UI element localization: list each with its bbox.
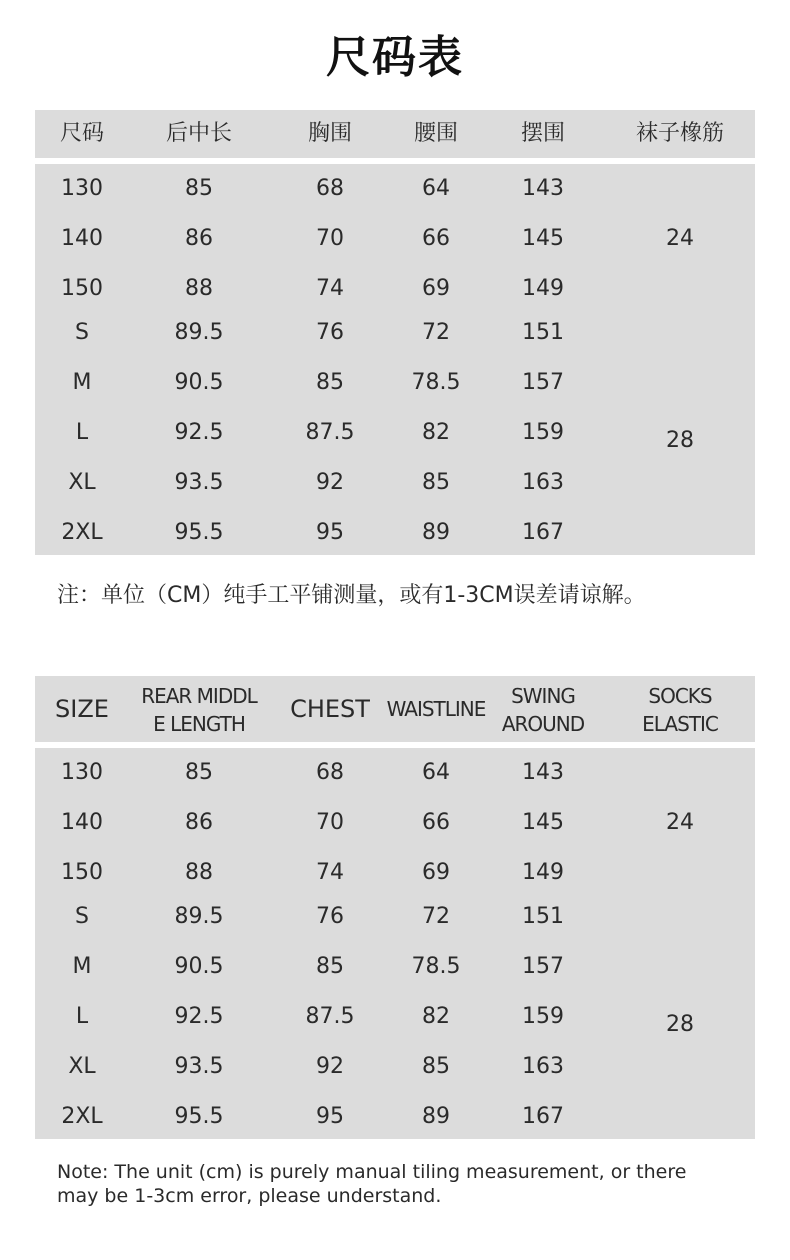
table_cn-adult-cell: 159 (522, 420, 564, 445)
table_cn-adult-cell: 157 (522, 370, 564, 395)
table_cn-kids-elastic: 24 (666, 226, 694, 251)
table_en-adult-cell: 76 (316, 904, 344, 929)
table_en-adult-cell: 95.5 (174, 1104, 224, 1129)
table_en-kids-cell: 86 (185, 810, 213, 835)
table_en-adult-cell: XL (68, 1054, 96, 1079)
table_cn-adult-cell: 95.5 (174, 520, 224, 545)
table_cn-kids-cell: 68 (316, 176, 344, 201)
table_en-kids-elastic: 24 (666, 810, 694, 835)
table_en-header-0: SIZE (55, 695, 109, 723)
table_en-adult-cell: 89.5 (174, 904, 224, 929)
table_cn-kids-cell: 150 (61, 276, 103, 301)
table_cn-adult-elastic: 28 (666, 428, 694, 453)
table_en-adult-cell: 87.5 (305, 1004, 355, 1029)
table_cn-header-3: 腰围 (413, 121, 459, 146)
table_cn-header-5: 袜子橡筋 (635, 121, 725, 146)
table_cn-adult-cell: 72 (422, 320, 450, 345)
table_en-kids-cell: 88 (185, 860, 213, 885)
table_en-adult-cell: 72 (422, 904, 450, 929)
table_en-adult-cell: L (75, 1004, 89, 1029)
table_en-header-4: SWING AROUND (501, 684, 585, 736)
table_cn-adult-cell: 82 (422, 420, 450, 445)
table_en-header-5: SOCKS ELASTIC (642, 684, 718, 736)
table_cn-adult-cell: 78.5 (411, 370, 461, 395)
table_en-header-1: REAR MIDDL E LENGTH (141, 684, 257, 736)
table_en-kids-cell: 66 (422, 810, 450, 835)
table_en-kids-cell: 149 (522, 860, 564, 885)
table_cn-adult-cell: 92.5 (174, 420, 224, 445)
table_cn-kids-cell: 86 (185, 226, 213, 251)
table_en-adult-elastic: 28 (666, 1012, 694, 1037)
table_cn-adult-cell: 2XL (61, 520, 103, 545)
table_cn-adult-cell: XL (68, 470, 96, 495)
table_cn-adult-cell: 90.5 (174, 370, 224, 395)
note-english: Note: The unit (cm) is purely manual tiling measurement, or there may be 1-3cm error, please understand. (57, 1161, 687, 1207)
table_en-kids-cell: 143 (522, 760, 564, 785)
table_en-header-3: WAISTLINE (386, 697, 486, 721)
table_en-adult-cell: M (72, 954, 92, 979)
table_en-adult-cell: 90.5 (174, 954, 224, 979)
table_cn-header-4: 摆围 (520, 121, 566, 146)
table_cn-kids-cell: 140 (61, 226, 103, 251)
table_cn-kids-cell: 145 (522, 226, 564, 251)
table_cn-adult-cell: 92 (316, 470, 344, 495)
table_cn-adult-cell: 89 (422, 520, 450, 545)
table_cn-adult-cell: S (75, 320, 89, 345)
table_cn-kids-cell: 149 (522, 276, 564, 301)
table_en-adult-cell: 95 (316, 1104, 344, 1129)
table_cn-kids-cell: 70 (316, 226, 344, 251)
table_en-kids-cell: 150 (61, 860, 103, 885)
table_cn-adult-cell: 167 (522, 520, 564, 545)
table_en-adult-cell: 82 (422, 1004, 450, 1029)
table_cn-adult-cell: 95 (316, 520, 344, 545)
table_en-kids-cell: 74 (316, 860, 344, 885)
table_en-adult-cell: 78.5 (411, 954, 461, 979)
table_cn-adult-cell: 76 (316, 320, 344, 345)
table_cn-adult-cell: 93.5 (174, 470, 224, 495)
table_en-adult-cell: 85 (422, 1054, 450, 1079)
table_en-kids-cell: 145 (522, 810, 564, 835)
table_en-kids-block (35, 748, 755, 900)
table_en-adult-block (35, 895, 755, 1139)
table_cn-adult-cell: 89.5 (174, 320, 224, 345)
table_en-kids-cell: 64 (422, 760, 450, 785)
table_en-kids-cell: 130 (61, 760, 103, 785)
table_en-adult-cell: S (75, 904, 89, 929)
table_en-adult-cell: 85 (316, 954, 344, 979)
table_cn-header-2: 胸围 (307, 121, 353, 146)
table_en-adult-cell: 92.5 (174, 1004, 224, 1029)
table_cn-kids-cell: 88 (185, 276, 213, 301)
table_en-adult-cell: 163 (522, 1054, 564, 1079)
table_cn-kids-cell: 64 (422, 176, 450, 201)
table_en-kids-cell: 68 (316, 760, 344, 785)
table_cn-adult-cell: M (72, 370, 92, 395)
table_cn-adult-cell: 163 (522, 470, 564, 495)
table_cn-adult-cell: 85 (316, 370, 344, 395)
table_cn-kids-cell: 130 (61, 176, 103, 201)
table_cn-adult-cell: L (75, 420, 89, 445)
table_cn-kids-cell: 85 (185, 176, 213, 201)
table_en-adult-cell: 92 (316, 1054, 344, 1079)
table_cn-adult-block (35, 311, 755, 555)
table_cn-adult-cell: 151 (522, 320, 564, 345)
table_cn-kids-cell: 74 (316, 276, 344, 301)
table_en-kids-cell: 85 (185, 760, 213, 785)
table_cn-kids-cell: 143 (522, 176, 564, 201)
table_en-adult-cell: 89 (422, 1104, 450, 1129)
table_en-adult-cell: 157 (522, 954, 564, 979)
table_en-kids-cell: 140 (61, 810, 103, 835)
table_en-adult-cell: 93.5 (174, 1054, 224, 1079)
table_en-header-2: CHEST (290, 695, 370, 723)
table_en-adult-cell: 151 (522, 904, 564, 929)
table_cn-kids-cell: 66 (422, 226, 450, 251)
table_cn-kids-block (35, 164, 755, 316)
table_en-adult-cell: 2XL (61, 1104, 103, 1129)
table_en-kids-cell: 69 (422, 860, 450, 885)
table_cn-kids-cell: 69 (422, 276, 450, 301)
table_en-adult-cell: 159 (522, 1004, 564, 1029)
table_cn-header-1: 后中长 (165, 121, 233, 146)
table_cn-adult-cell: 87.5 (305, 420, 355, 445)
table_en-adult-cell: 167 (522, 1104, 564, 1129)
table_en-kids-cell: 70 (316, 810, 344, 835)
table_cn-header-0: 尺码 (59, 121, 105, 146)
note-chinese: 注：单位（CM）纯手工平铺测量，或有1-3CM误差请谅解。 (57, 583, 646, 608)
table_cn-adult-cell: 85 (422, 470, 450, 495)
page-title: 尺码表 (326, 32, 464, 83)
